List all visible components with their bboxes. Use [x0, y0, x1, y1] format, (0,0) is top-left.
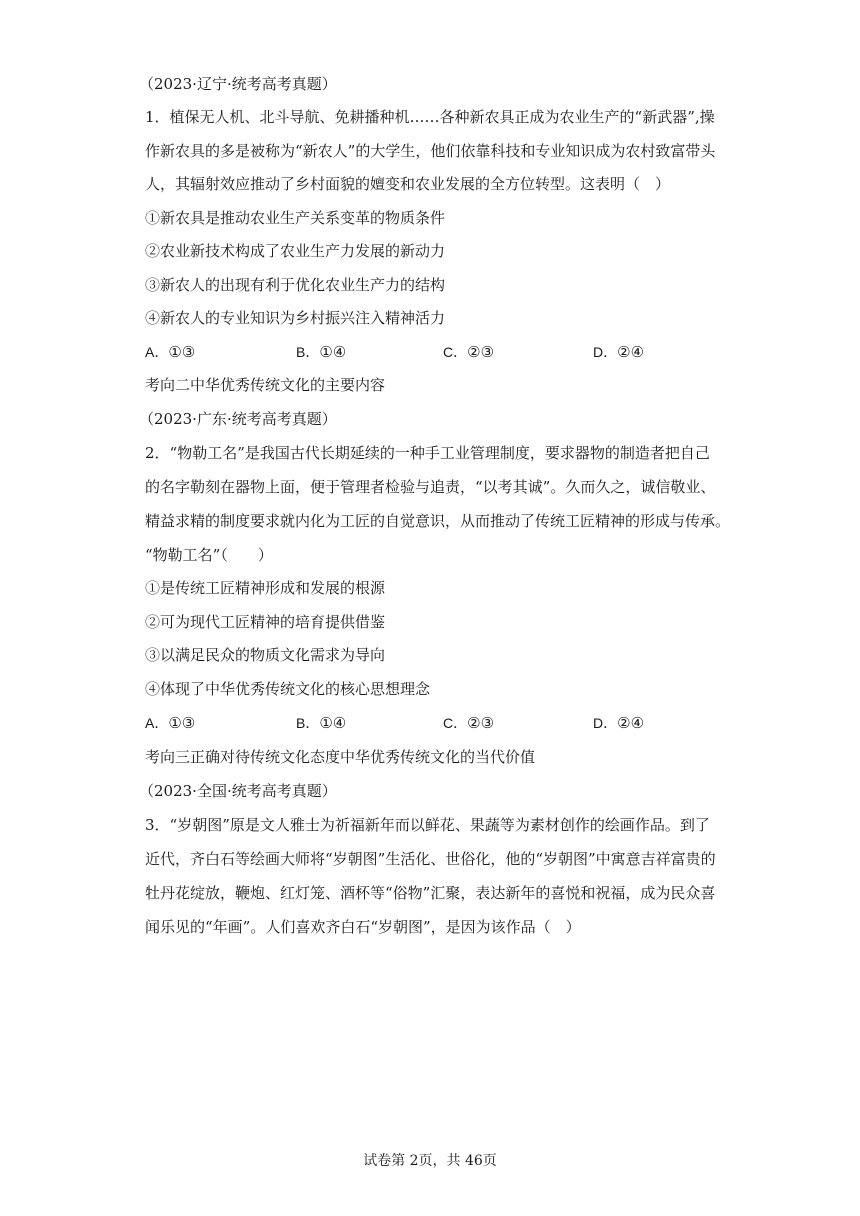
section-heading: 考向三正确对待传统文化态度中华优秀传统文化的当代价值: [145, 748, 536, 766]
option-d[interactable]: D．②④: [593, 714, 645, 732]
option-a[interactable]: A．①③: [145, 343, 196, 361]
question-stem-line: 精益求精的制度要求就内化为工匠的自觉意识，从而推动了传统工匠精神的形成与传承。: [145, 512, 731, 530]
answer-options: [145, 342, 745, 362]
question-stem-line: 1．植保无人机、北斗导航、免耕播种机……各种新农具正成为农业生产的“新武器”,操: [145, 108, 715, 126]
statement-item: ③新农人的出现有利于优化农业生产力的结构: [145, 276, 446, 294]
answer-options: [145, 713, 745, 733]
option-b[interactable]: B．①④: [296, 343, 347, 361]
question-stem-line: 2．“物勒工名”是我国古代长期延续的一种手工业管理制度，要求器物的制造者把自己: [145, 444, 710, 462]
question-source: （2023·辽宁·统考高考真题）: [139, 75, 337, 93]
option-c[interactable]: C．②③: [443, 714, 495, 732]
statement-item: ①新农具是推动农业生产关系变革的物质条件: [145, 209, 446, 227]
question-stem-line: 的名字勒刻在器物上面，便于管理者检验与追责，“以考其诚”。久而久之，诚信敬业、: [145, 478, 716, 496]
question-stem-line: 闻乐见的“年画”。人们喜欢齐白石“岁朝图”，是因为该作品（ ）: [145, 918, 581, 936]
statement-item: ②可为现代工匠精神的培育提供借鉴: [145, 613, 386, 631]
question-stem-line: 人，其辐射效应推动了乡村面貌的嬗变和农业发展的全方位转型。这表明（ ）: [145, 175, 671, 193]
statement-item: ③以满足民众的物质文化需求为导向: [145, 646, 386, 664]
question-stem-line: 作新农具的多是被称为“新农人”的大学生，他们依靠科技和专业知识成为农村致富带头: [145, 142, 716, 160]
statement-item: ②农业新技术构成了农业生产力发展的新动力: [145, 242, 446, 260]
question-stem-line: 3．“岁朝图”原是文人雅士为祈福新年而以鲜花、果蔬等为素材创作的绘画作品。到了: [145, 816, 710, 834]
question-source: （2023·全国·统考高考真题）: [139, 782, 337, 800]
statement-item: ④体现了中华优秀传统文化的核心思想理念: [145, 680, 431, 698]
option-c[interactable]: C．②③: [443, 343, 495, 361]
question-stem-line: 近代，齐白石等绘画大师将“岁朝图”生活化、世俗化，他的“岁朝图”中寓意吉祥富贵的: [145, 850, 716, 868]
question-stem-line: “物勒工名”（ ）: [145, 546, 273, 564]
question-source: （2023·广东·统考高考真题）: [139, 410, 337, 428]
statement-item: ①是传统工匠精神形成和发展的根源: [145, 579, 386, 597]
question-stem-line: 牡丹花绽放，鞭炮、红灯笼、酒杯等“俗物”汇聚，表达新年的喜悦和祝福，成为民众喜: [145, 884, 716, 902]
statement-item: ④新农人的专业知识为乡村振兴注入精神活力: [145, 309, 446, 327]
option-a[interactable]: A．①③: [145, 714, 196, 732]
section-heading: 考向二中华优秀传统文化的主要内容: [145, 376, 386, 394]
page-footer: 试卷第 2页，共 46页: [363, 1153, 497, 1169]
option-b[interactable]: B．①④: [296, 714, 347, 732]
option-d[interactable]: D．②④: [593, 343, 645, 361]
